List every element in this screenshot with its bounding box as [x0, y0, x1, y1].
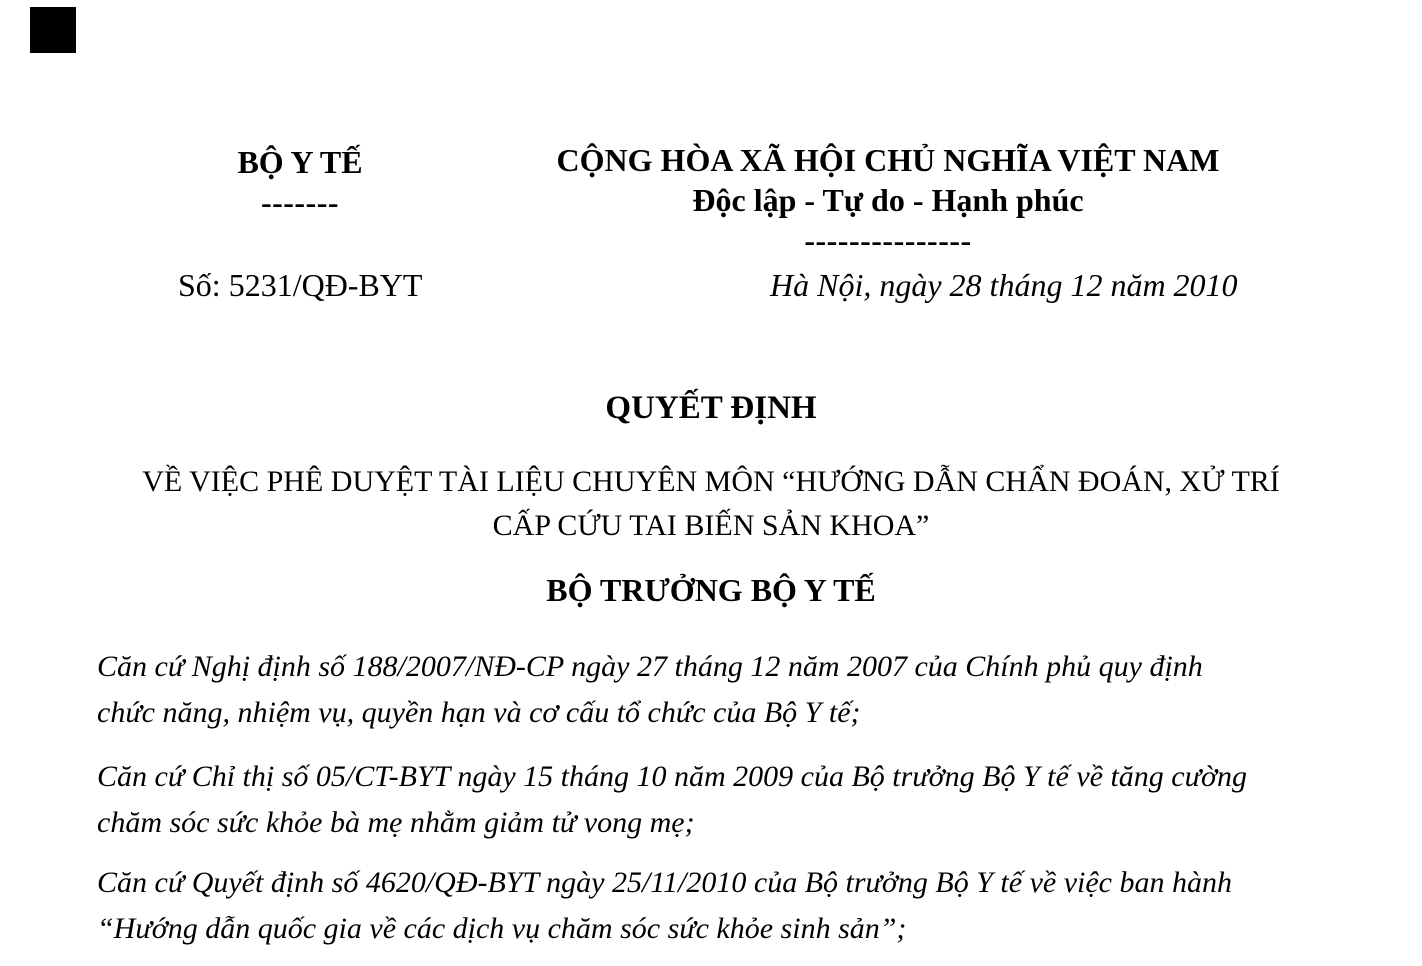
legal-basis-2-line-1: Căn cứ Chỉ thị số 05/CT-BYT ngày 15 tháng 10 năm 2009 của Bộ trưởng Bộ Y tế về tăng cường — [97, 760, 1247, 793]
decision-title: QUYẾT ĐỊNH — [605, 390, 817, 426]
national-header-block — [538, 140, 1238, 260]
national-motto-divider: --------------- — [804, 222, 972, 258]
national-name: CỘNG HÒA XÃ HỘI CHỦ NGHĨA VIỆT NAM — [556, 142, 1220, 178]
legal-basis-paragraph — [97, 644, 1337, 736]
national-motto: Độc lập - Tự do - Hạnh phúc — [692, 182, 1084, 218]
decision-subtitle-line-1: VỀ VIỆC PHÊ DUYỆT TÀI LIỆU CHUYÊN MÔN “HƯỚNG DẪN CHẨN ĐOÁN, XỬ TRÍ — [142, 465, 1280, 498]
decision-subtitle-line-2: CẤP CỨU TAI BIẾN SẢN KHOA” — [492, 509, 930, 542]
legal-basis-3-line-1: Căn cứ Quyết định số 4620/QĐ-BYT ngày 25/11/2010 của Bộ trưởng Bộ Y tế về việc ban hành — [97, 866, 1232, 899]
legal-basis-1-line-2: chức năng, nhiệm vụ, quyền hạn và cơ cấu tổ chức của Bộ Y tế; — [97, 696, 861, 729]
issuing-org-name: BỘ Y TẾ — [237, 144, 363, 180]
legal-basis-3-line-2: “Hướng dẫn quốc gia về các dịch vụ chăm sóc sức khỏe sinh sản”; — [97, 912, 907, 945]
legal-basis-paragraph — [97, 860, 1337, 952]
decision-subtitle — [0, 460, 1422, 548]
issuing-authority: BỘ TRƯỞNG BỘ Y TẾ — [546, 572, 876, 608]
scan-artifact-marker — [30, 7, 76, 53]
place-date: Hà Nội, ngày 28 tháng 12 năm 2010 — [770, 267, 1238, 303]
issuing-org-divider: ------- — [260, 184, 340, 220]
issuing-org-block — [120, 142, 480, 222]
legal-basis-1-line-1: Căn cứ Nghị định số 188/2007/NĐ-CP ngày 27 tháng 12 năm 2007 của Chính phủ quy định — [97, 650, 1203, 683]
legal-basis-paragraph — [97, 754, 1337, 846]
document-number: Số: 5231/QĐ-BYT — [178, 267, 423, 303]
legal-basis-2-line-2: chăm sóc sức khỏe bà mẹ nhằm giảm tử vong mẹ; — [97, 806, 695, 839]
